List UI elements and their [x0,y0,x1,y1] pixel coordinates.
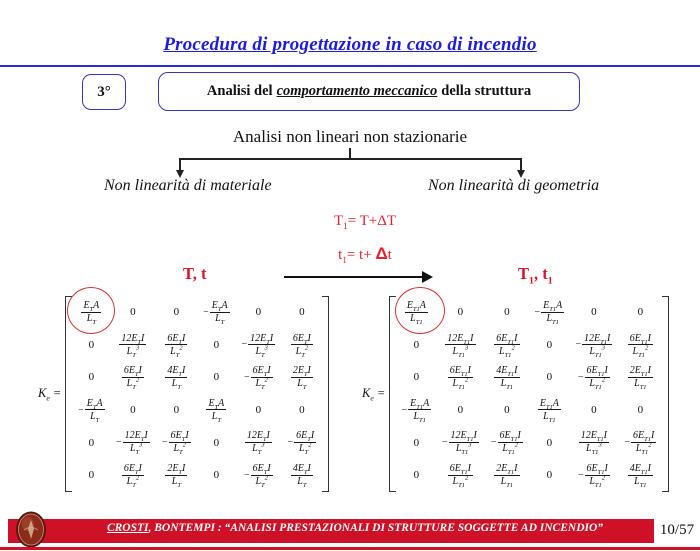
matrix-grid [72,296,322,492]
time-formula-post: t [387,247,392,263]
step-number-badge: 3° [82,74,126,110]
matrix-cell: 0 [130,404,136,417]
slide-title: Procedura di progettazione in caso di incendio [163,34,537,55]
delta-symbol: Δ [375,244,388,263]
matrix-cell: 0 [413,469,420,482]
matrix-cell: − $\frac{6E_TI}{L_T^2}$ [244,463,271,490]
matrix-cell: − $\frac{6E_TI}{L_T^2}$ [287,430,315,457]
footer-citation [60,522,650,534]
matrix-cell: − $\frac{6E_TI}{L_T^2}$ [162,430,189,457]
matrix-cell: − $\frac{12E_TI}{L_T^3}$ [241,332,274,359]
matrix-cell: $\frac{2E_{T1}I}{L_{T1}}$ [496,463,518,490]
matrix-cell: 0 [255,306,262,319]
matrix-cell: $\frac{4E_{T1}I}{L_{T1}}$ [496,365,518,392]
matrix-cell: 0 [546,469,553,482]
matrix-bracket-left [389,296,396,492]
tree-right-drop-line [520,158,522,170]
matrix-cell: − $\frac{E_{T1}A}{L_{T1}}$ [401,397,430,424]
matrix-cell: − $\frac{6E_{T1}I}{L_{T1}^2}$ [490,430,521,457]
matrix-cell: $\frac{6E_TI}{L_T^2}$ [167,332,186,359]
state-header-next: $T_1$, $t_1$ [518,264,553,287]
matrix-cell: 0 [413,371,420,384]
footer-citation-rest: , BONTEMPI : “ANALISI PRESTAZIONALI DI STRUTTURE SOGGETTE AD INCENDIO” [148,522,604,534]
matrix-cell: 0 [637,306,644,319]
matrix-cell: 0 [546,371,553,384]
matrix-bracket-right [322,296,329,492]
state-header-initial: T, t [183,264,207,283]
matrix-cell: 0 [130,306,136,319]
matrix-cell: $\frac{6E_{T1}I}{L_{T1}^2}$ [449,365,472,392]
matrix-cell: 0 [457,306,464,319]
matrix-cell: 0 [213,371,220,384]
time-increment-formula [280,244,450,265]
matrix-body [65,296,329,492]
matrix-cell: 0 [299,306,305,319]
matrix-cell: 0 [213,338,220,351]
matrix-cell: − $\frac{12E_{T1}I}{L_{T1}^3}$ [575,332,611,359]
step-text-suffix: della struttura [441,83,532,99]
matrix-cell: − $\frac{6E_{T1}I}{L_{T1}^2}$ [577,365,608,392]
step-description-box [158,72,580,111]
tree-leaf-geometry: Non linearità di geometria [428,177,600,194]
matrix-cell: 0 [173,404,180,417]
matrix-cell: − $\frac{6E_{T1}I}{L_{T1}^2}$ [624,430,655,457]
matrix-cell: − $\frac{E_TA}{L_T}$ [78,397,103,424]
matrix-cell: 0 [591,404,597,417]
matrix-cell: $\frac{4E_TI}{L_T}$ [292,463,311,490]
matrix-cell: − $\frac{12E_{T1}I}{L_{T1}^3}$ [441,430,477,457]
matrix-body [389,296,669,492]
step-text-prefix: Analisi del [206,83,273,99]
matrix-cell: $\frac{12E_{T1}I}{L_{T1}^3}$ [447,332,474,359]
matrix-cell: $\frac{2E_{T1}I}{L_{T1}}$ [629,365,652,392]
matrix-cell: 0 [173,306,180,319]
matrix-cell: $\frac{2E_TI}{L_T}$ [167,463,186,490]
matrix-cell: $\frac{6E_{T1}I}{L_{T1}^2}$ [496,332,518,359]
matrix-cell: $\frac{E_TA}{L_T}$ [208,397,225,424]
matrix-cell: $\frac{12E_TI}{L_T^3}$ [121,332,145,359]
transition-arrow-line [284,276,424,278]
matrix-cell: 0 [637,404,644,417]
bottom-divider-line [0,547,700,550]
tree-horizontal-line [179,158,521,160]
matrix-cell: $\frac{12E_TI}{L_T^3}$ [246,430,270,457]
matrix-cell: 0 [457,404,464,417]
matrix-cell: $\frac{4E_TI}{L_T}$ [167,365,186,392]
matrix-cell: $\frac{6E_{T1}I}{L_{T1}^2}$ [629,332,652,359]
matrix-cell: 0 [255,404,262,417]
step-text-emphasis: comportamento meccanico [276,83,438,99]
matrix-cell: 0 [88,371,95,384]
stiffness-matrix-next [362,296,669,492]
matrix-cell: − $\frac{6E_TI}{L_T^2}$ [244,365,271,392]
matrix-cell: $\frac{6E_TI}{L_T^2}$ [123,365,142,392]
matrix-cell: − $\frac{6E_{T1}I}{L_{T1}^2}$ [577,463,608,490]
matrix-cell: $\frac{E_TA}{L_T}$ [83,300,100,327]
matrix-cell: $\frac{E_{T1}A}{L_{T1}}$ [539,397,559,424]
time-formula-pre: $t_1= t+$ [338,247,376,265]
temperature-increment-formula: $T_1= T+\Delta T$ [333,213,397,231]
tree-leaf-material: Non linearità di materiale [104,177,272,194]
matrix-bracket-right [662,296,669,492]
matrix-cell: 0 [299,404,305,417]
matrix-cell: $\frac{6E_{T1}I}{L_{T1}^2}$ [449,463,472,490]
matrix-label: $K_e$ = [362,385,386,403]
matrix-cell: 0 [213,469,220,482]
matrix-cell: $\frac{4E_{T1}I}{L_{T1}}$ [629,463,652,490]
title-divider-line [0,65,700,67]
matrix-cell: 0 [546,436,553,449]
matrix-cell: − $\frac{E_{T1}A}{L_{T1}}$ [534,300,563,327]
matrix-cell: 0 [546,338,553,351]
footer-author: CROSTI [106,522,149,534]
tree-left-drop-line [179,158,181,170]
highlight-circle [67,287,115,334]
university-seal-logo [15,511,47,548]
matrix-cell: $\frac{2E_TI}{L_T}$ [292,365,311,392]
matrix-cell: $\frac{E_{T1}A}{L_{T1}}$ [406,300,426,327]
highlight-circle [395,287,445,334]
tree-root-label: Analisi non lineari non stazionarie [232,127,468,146]
matrix-cell: 0 [88,469,95,482]
stiffness-matrix-initial [38,296,329,492]
matrix-cell: 0 [413,436,420,449]
matrix-cell: − $\frac{12E_TI}{L_T^3}$ [116,430,148,457]
matrix-cell: 0 [88,338,95,351]
matrix-bracket-left [65,296,72,492]
matrix-label: $K_e$ = [38,385,62,403]
matrix-cell: $\frac{6E_TI}{L_T^2}$ [292,332,311,359]
matrix-cell: 0 [504,306,510,319]
matrix-cell: $\frac{6E_TI}{L_T^2}$ [123,463,142,490]
matrix-cell: 0 [213,436,220,449]
matrix-cell: 0 [88,436,95,449]
matrix-cell: 0 [413,338,420,351]
matrix-cell: 0 [591,306,597,319]
matrix-cell: 0 [504,404,510,417]
transition-arrow-head-icon [422,271,433,283]
matrix-cell: − $\frac{E_TA}{L_T}$ [203,300,228,327]
page-number: 10/57 [659,522,695,538]
matrix-cell: $\frac{12E_{T1}I}{L_{T1}^3}$ [580,430,608,457]
